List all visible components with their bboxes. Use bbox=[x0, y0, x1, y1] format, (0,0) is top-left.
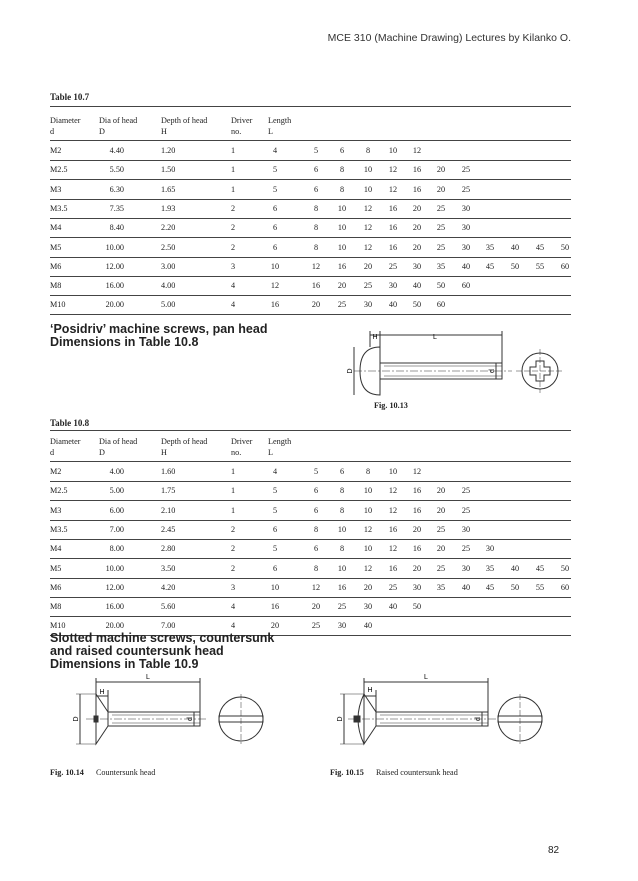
cell-length: 10 bbox=[270, 261, 280, 271]
dim-label-d-head: D bbox=[337, 716, 344, 722]
cell-length: 8 bbox=[313, 563, 319, 573]
cell-head-dia: 4.40 bbox=[109, 146, 124, 155]
cell-diameter: M3 bbox=[50, 505, 62, 515]
cell-length: 30 bbox=[461, 524, 471, 534]
cell-length: 40 bbox=[388, 602, 398, 612]
cell-diameter: M6 bbox=[50, 582, 62, 592]
cell-length: 12 bbox=[388, 544, 398, 554]
section-title-line: Dimensions in Table 10.9 bbox=[50, 657, 199, 671]
cell-length: 6 bbox=[272, 242, 278, 252]
cell-diameter: M2 bbox=[50, 467, 62, 476]
table-header-cell: Driver bbox=[231, 116, 253, 125]
figure-caption-text: Countersunk head bbox=[95, 768, 156, 777]
table-header-cell: Length bbox=[268, 116, 292, 125]
table-header-cell: Length bbox=[268, 437, 292, 446]
table-header-cell: D bbox=[99, 448, 105, 457]
cell-diameter: M5 bbox=[50, 242, 62, 252]
cell-length: 30 bbox=[485, 544, 495, 554]
cell-length: 55 bbox=[535, 582, 545, 592]
cell-length: 5 bbox=[272, 486, 278, 496]
cell-length: 12 bbox=[363, 563, 373, 573]
table-row-rule bbox=[50, 179, 571, 180]
cell-length: 4 bbox=[272, 146, 278, 155]
cell-length: 30 bbox=[461, 242, 471, 252]
cell-length: 40 bbox=[510, 563, 520, 573]
cell-length: 6 bbox=[272, 203, 278, 213]
figure-caption bbox=[374, 401, 408, 410]
cell-length: 20 bbox=[436, 184, 446, 194]
cell-length: 50 bbox=[560, 563, 570, 573]
cell-head-dia: 16.00 bbox=[105, 602, 124, 612]
cell-length: 25 bbox=[461, 505, 471, 515]
cell-length: 6 bbox=[272, 223, 278, 233]
cell-head-depth: 1.65 bbox=[161, 184, 176, 194]
cell-length: 12 bbox=[388, 165, 398, 175]
table-row-rule bbox=[50, 257, 571, 258]
figure-caption bbox=[330, 768, 458, 777]
cell-head-dia: 8.00 bbox=[109, 544, 124, 554]
cell-length: 4 bbox=[272, 467, 278, 476]
table-row-rule bbox=[50, 218, 571, 219]
cell-diameter: M5 bbox=[50, 563, 62, 573]
cell-head-depth: 5.60 bbox=[161, 602, 176, 612]
cell-length: 20 bbox=[412, 223, 422, 233]
dim-label-h: H bbox=[367, 687, 373, 694]
cell-length: 20 bbox=[412, 563, 422, 573]
dim-label-d-head: D bbox=[347, 368, 354, 374]
cell-length: 20 bbox=[436, 165, 446, 175]
cell-driver-no: 1 bbox=[231, 165, 236, 175]
table-header-cell: Diameter bbox=[50, 437, 81, 446]
cell-length: 20 bbox=[412, 242, 422, 252]
cell-diameter: M2.5 bbox=[50, 165, 68, 175]
cell-length: 5 bbox=[313, 467, 319, 476]
cell-length: 16 bbox=[412, 486, 422, 496]
cell-length: 40 bbox=[412, 281, 422, 291]
cell-length: 12 bbox=[311, 582, 321, 592]
figure-label: Fig. 10.13 bbox=[374, 401, 408, 410]
table-top-rule bbox=[50, 106, 571, 107]
cell-length: 12 bbox=[363, 223, 373, 233]
cell-head-depth: 1.20 bbox=[161, 146, 176, 155]
cell-length: 20 bbox=[311, 300, 321, 310]
cell-length: 16 bbox=[412, 184, 422, 194]
cell-length: 8 bbox=[313, 242, 319, 252]
cell-length: 25 bbox=[388, 582, 398, 592]
cell-head-dia: 4.00 bbox=[109, 467, 124, 476]
cell-driver-no: 2 bbox=[231, 524, 236, 534]
cell-length: 10 bbox=[270, 582, 280, 592]
cell-length: 10 bbox=[388, 467, 398, 476]
table-header-cell: Depth of head bbox=[161, 437, 208, 446]
cell-head-depth: 1.60 bbox=[161, 467, 176, 476]
cell-length: 25 bbox=[461, 184, 471, 194]
table-header-cell: L bbox=[268, 448, 274, 457]
cell-length: 25 bbox=[337, 300, 347, 310]
cell-head-depth: 1.93 bbox=[161, 203, 176, 213]
cell-length: 10 bbox=[337, 242, 347, 252]
cell-driver-no: 4 bbox=[231, 300, 236, 310]
cell-driver-no: 2 bbox=[231, 242, 236, 252]
cell-length: 16 bbox=[412, 505, 422, 515]
cell-length: 30 bbox=[461, 563, 471, 573]
table-row-rule bbox=[50, 160, 571, 161]
dim-label-d-head: D bbox=[73, 716, 80, 722]
cell-head-dia: 5.50 bbox=[109, 165, 124, 175]
table-row-rule bbox=[50, 276, 571, 277]
cell-driver-no: 2 bbox=[231, 544, 236, 554]
table-top-rule bbox=[50, 430, 571, 431]
cell-length: 20 bbox=[363, 261, 373, 271]
section-title-line: ‘Posidriv’ machine screws, pan head bbox=[50, 322, 268, 336]
cell-length: 20 bbox=[436, 505, 446, 515]
cell-length: 50 bbox=[560, 242, 570, 252]
cell-head-dia: 7.00 bbox=[109, 524, 124, 534]
cell-length: 10 bbox=[337, 203, 347, 213]
cell-diameter: M3.5 bbox=[50, 203, 68, 213]
cell-head-dia: 5.00 bbox=[109, 486, 124, 496]
cell-length: 16 bbox=[388, 223, 398, 233]
cell-driver-no: 1 bbox=[231, 184, 236, 194]
table-header-cell: Depth of head bbox=[161, 116, 208, 125]
cell-length: 40 bbox=[510, 242, 520, 252]
cell-length: 40 bbox=[461, 582, 471, 592]
cell-length: 20 bbox=[270, 621, 280, 631]
cell-length: 35 bbox=[436, 261, 446, 271]
cell-driver-no: 1 bbox=[231, 505, 236, 515]
cell-length: 25 bbox=[311, 621, 321, 631]
cell-head-dia: 10.00 bbox=[105, 563, 124, 573]
cell-length: 12 bbox=[363, 242, 373, 252]
cell-diameter: M4 bbox=[50, 544, 62, 554]
cell-length: 30 bbox=[412, 582, 422, 592]
cell-length: 8 bbox=[339, 486, 345, 496]
cell-length: 25 bbox=[337, 602, 347, 612]
table-header-cell: H bbox=[161, 448, 167, 457]
section-title bbox=[50, 323, 267, 349]
cell-length: 60 bbox=[461, 281, 471, 291]
cell-length: 10 bbox=[363, 486, 373, 496]
cell-length: 35 bbox=[436, 582, 446, 592]
cell-length: 16 bbox=[412, 544, 422, 554]
table-row-rule bbox=[50, 500, 571, 501]
cell-length: 30 bbox=[412, 261, 422, 271]
cell-length: 12 bbox=[311, 261, 321, 271]
table-header-cell: Dia of head bbox=[99, 116, 138, 125]
cell-length: 20 bbox=[436, 486, 446, 496]
dim-label-h: H bbox=[99, 689, 105, 696]
cell-length: 8 bbox=[339, 184, 345, 194]
cell-length: 10 bbox=[363, 184, 373, 194]
cell-length: 25 bbox=[436, 223, 446, 233]
table-row-rule bbox=[50, 520, 571, 521]
cell-length: 50 bbox=[412, 602, 422, 612]
table-row-rule bbox=[50, 539, 571, 540]
table-header-cell: Dia of head bbox=[99, 437, 138, 446]
cell-length: 6 bbox=[313, 165, 319, 175]
cell-length: 16 bbox=[388, 563, 398, 573]
cell-driver-no: 3 bbox=[231, 582, 236, 592]
cell-length: 60 bbox=[560, 582, 570, 592]
cell-length: 55 bbox=[535, 261, 545, 271]
table-row-rule bbox=[50, 578, 571, 579]
table-header-cell: d bbox=[50, 127, 55, 136]
cell-length: 20 bbox=[412, 524, 422, 534]
cell-length: 50 bbox=[510, 582, 520, 592]
cell-length: 25 bbox=[461, 544, 471, 554]
cell-length: 50 bbox=[436, 281, 446, 291]
cell-diameter: M8 bbox=[50, 602, 62, 612]
cell-length: 12 bbox=[363, 524, 373, 534]
cell-head-depth: 4.00 bbox=[161, 281, 176, 291]
cell-length: 35 bbox=[485, 242, 495, 252]
cell-length: 8 bbox=[313, 203, 319, 213]
cell-length: 6 bbox=[272, 524, 278, 534]
cell-length: 20 bbox=[363, 582, 373, 592]
cell-length: 6 bbox=[313, 505, 319, 515]
cell-length: 30 bbox=[461, 223, 471, 233]
cell-head-depth: 2.50 bbox=[161, 242, 176, 252]
cell-length: 5 bbox=[272, 184, 278, 194]
cell-length: 5 bbox=[272, 505, 278, 515]
cell-length: 10 bbox=[363, 544, 373, 554]
table-header-cell: d bbox=[50, 448, 55, 457]
cell-length: 12 bbox=[270, 281, 280, 291]
cell-length: 6 bbox=[313, 486, 319, 496]
table-header-rule bbox=[50, 461, 571, 462]
cell-length: 50 bbox=[510, 261, 520, 271]
cell-length: 6 bbox=[339, 146, 345, 155]
cell-head-dia: 12.00 bbox=[105, 582, 124, 592]
pan-head-screw-drawing bbox=[340, 325, 580, 405]
cell-length: 12 bbox=[363, 203, 373, 213]
table-header-cell: L bbox=[268, 127, 274, 136]
table-row-rule bbox=[50, 314, 571, 315]
cell-length: 16 bbox=[337, 261, 347, 271]
cell-diameter: M2.5 bbox=[50, 486, 68, 496]
cell-head-depth: 7.00 bbox=[161, 621, 176, 631]
cell-length: 45 bbox=[535, 242, 545, 252]
cell-length: 20 bbox=[412, 203, 422, 213]
cell-diameter: M10 bbox=[50, 300, 66, 310]
cell-length: 16 bbox=[388, 203, 398, 213]
cell-length: 45 bbox=[485, 582, 495, 592]
cell-length: 25 bbox=[461, 165, 471, 175]
cell-driver-no: 3 bbox=[231, 261, 236, 271]
dim-label-d-shank: d bbox=[475, 717, 482, 721]
dim-label-l: L bbox=[424, 674, 428, 681]
cell-length: 25 bbox=[461, 486, 471, 496]
cell-length: 6 bbox=[313, 544, 319, 554]
cell-length: 16 bbox=[337, 582, 347, 592]
cell-length: 8 bbox=[313, 524, 319, 534]
dim-label-d-shank: d bbox=[187, 717, 194, 721]
cell-length: 12 bbox=[388, 486, 398, 496]
section-title-line: and raised countersunk head bbox=[50, 644, 224, 658]
cell-driver-no: 4 bbox=[231, 621, 236, 631]
cell-length: 30 bbox=[388, 281, 398, 291]
cell-length: 6 bbox=[339, 467, 345, 476]
cell-head-depth: 4.20 bbox=[161, 582, 176, 592]
cell-length: 25 bbox=[436, 203, 446, 213]
cell-length: 8 bbox=[339, 165, 345, 175]
cell-head-dia: 10.00 bbox=[105, 242, 124, 252]
cell-length: 12 bbox=[412, 467, 422, 476]
cell-length: 10 bbox=[363, 165, 373, 175]
table-row-rule bbox=[50, 237, 571, 238]
cell-length: 16 bbox=[270, 602, 280, 612]
cell-length: 8 bbox=[313, 223, 319, 233]
cell-length: 12 bbox=[388, 184, 398, 194]
cell-length: 20 bbox=[337, 281, 347, 291]
dim-label-d-shank: d bbox=[489, 369, 496, 373]
table-header-cell: no. bbox=[231, 448, 242, 457]
cell-length: 30 bbox=[461, 203, 471, 213]
cell-head-depth: 2.10 bbox=[161, 505, 176, 515]
cell-length: 8 bbox=[339, 505, 345, 515]
cell-length: 6 bbox=[313, 184, 319, 194]
cell-head-depth: 2.45 bbox=[161, 524, 176, 534]
cell-length: 40 bbox=[461, 261, 471, 271]
cell-driver-no: 1 bbox=[231, 467, 236, 476]
cell-length: 10 bbox=[337, 223, 347, 233]
table-row-rule bbox=[50, 616, 571, 617]
cell-length: 16 bbox=[388, 242, 398, 252]
table-header-rule bbox=[50, 140, 571, 141]
page-header: MCE 310 (Machine Drawing) Lectures by Kilanko O. bbox=[327, 32, 571, 44]
cell-diameter: M8 bbox=[50, 281, 62, 291]
cell-length: 45 bbox=[485, 261, 495, 271]
cell-length: 40 bbox=[388, 300, 398, 310]
cell-length: 8 bbox=[365, 467, 371, 476]
figure-caption-text: Raised countersunk head bbox=[375, 768, 458, 777]
cell-length: 6 bbox=[272, 563, 278, 573]
cell-length: 20 bbox=[436, 544, 446, 554]
cell-length: 60 bbox=[560, 261, 570, 271]
table-header-cell: H bbox=[161, 127, 167, 136]
cell-head-depth: 3.50 bbox=[161, 563, 176, 573]
cell-head-dia: 6.00 bbox=[109, 505, 124, 515]
cell-length: 10 bbox=[337, 524, 347, 534]
cell-head-depth: 5.00 bbox=[161, 300, 176, 310]
cell-diameter: M10 bbox=[50, 621, 66, 631]
cell-head-dia: 7.35 bbox=[109, 203, 124, 213]
cell-length: 16 bbox=[388, 524, 398, 534]
table-row-rule bbox=[50, 295, 571, 296]
cell-head-dia: 12.00 bbox=[105, 261, 124, 271]
table-title: Table 10.8 bbox=[50, 418, 90, 428]
table-title: Table 10.7 bbox=[50, 92, 90, 102]
cell-length: 12 bbox=[388, 505, 398, 515]
cell-length: 25 bbox=[388, 261, 398, 271]
table-row-rule bbox=[50, 558, 571, 559]
cell-length: 25 bbox=[363, 281, 373, 291]
table-header-cell: D bbox=[99, 127, 105, 136]
dim-label-l: L bbox=[433, 334, 437, 341]
cell-length: 12 bbox=[412, 146, 422, 155]
cell-head-depth: 1.50 bbox=[161, 165, 176, 175]
cell-length: 16 bbox=[412, 165, 422, 175]
cell-driver-no: 1 bbox=[231, 146, 236, 155]
cell-length: 20 bbox=[311, 602, 321, 612]
cell-length: 10 bbox=[363, 505, 373, 515]
cell-length: 40 bbox=[363, 621, 373, 631]
cell-head-depth: 3.00 bbox=[161, 261, 176, 271]
cell-length: 16 bbox=[270, 300, 280, 310]
cell-length: 60 bbox=[436, 300, 446, 310]
cell-length: 5 bbox=[272, 544, 278, 554]
section-title-line: Dimensions in Table 10.8 bbox=[50, 335, 199, 349]
cell-driver-no: 2 bbox=[231, 203, 236, 213]
table-row-rule bbox=[50, 481, 571, 482]
countersunk-screw-drawing bbox=[66, 668, 286, 764]
raised-countersunk-screw-drawing bbox=[330, 668, 550, 764]
table-row-rule bbox=[50, 597, 571, 598]
cell-head-dia: 6.30 bbox=[109, 184, 124, 194]
dim-label-h: H bbox=[372, 334, 378, 341]
cell-length: 25 bbox=[436, 524, 446, 534]
figure-label: Fig. 10.14 bbox=[50, 768, 84, 777]
section-title-line: Slotted machine screws, countersunk bbox=[50, 631, 275, 645]
cell-driver-no: 2 bbox=[231, 223, 236, 233]
cell-length: 10 bbox=[388, 146, 398, 155]
page-number: 82 bbox=[548, 845, 560, 856]
cell-length: 30 bbox=[363, 602, 373, 612]
cell-length: 8 bbox=[339, 544, 345, 554]
cell-head-depth: 2.80 bbox=[161, 544, 176, 554]
cell-length: 50 bbox=[412, 300, 422, 310]
cell-head-dia: 16.00 bbox=[105, 281, 124, 291]
cell-length: 30 bbox=[337, 621, 347, 631]
cell-length: 25 bbox=[436, 242, 446, 252]
cell-length: 30 bbox=[363, 300, 373, 310]
cell-diameter: M4 bbox=[50, 223, 62, 233]
table-header-cell: Driver bbox=[231, 437, 253, 446]
cell-diameter: M2 bbox=[50, 146, 62, 155]
cell-head-depth: 1.75 bbox=[161, 486, 176, 496]
cell-length: 5 bbox=[272, 165, 278, 175]
cell-head-depth: 2.20 bbox=[161, 223, 176, 233]
figure-caption bbox=[50, 768, 155, 777]
cell-head-dia: 20.00 bbox=[105, 621, 124, 631]
cell-length: 16 bbox=[311, 281, 321, 291]
cell-diameter: M6 bbox=[50, 261, 62, 271]
cell-driver-no: 2 bbox=[231, 563, 236, 573]
cell-driver-no: 4 bbox=[231, 602, 236, 612]
cell-length: 35 bbox=[485, 563, 495, 573]
table-row-rule bbox=[50, 199, 571, 200]
cell-driver-no: 4 bbox=[231, 281, 236, 291]
cell-driver-no: 1 bbox=[231, 486, 236, 496]
cell-length: 8 bbox=[365, 146, 371, 155]
table-header-cell: no. bbox=[231, 127, 242, 136]
cell-length: 5 bbox=[313, 146, 319, 155]
cell-head-dia: 20.00 bbox=[105, 300, 124, 310]
cell-length: 10 bbox=[337, 563, 347, 573]
dim-label-l: L bbox=[146, 674, 150, 681]
cell-head-dia: 8.40 bbox=[109, 223, 124, 233]
table-header-cell: Diameter bbox=[50, 116, 81, 125]
section-title bbox=[50, 632, 274, 671]
cell-diameter: M3.5 bbox=[50, 524, 68, 534]
cell-length: 25 bbox=[436, 563, 446, 573]
cell-diameter: M3 bbox=[50, 184, 62, 194]
cell-length: 45 bbox=[535, 563, 545, 573]
figure-label: Fig. 10.15 bbox=[330, 768, 364, 777]
